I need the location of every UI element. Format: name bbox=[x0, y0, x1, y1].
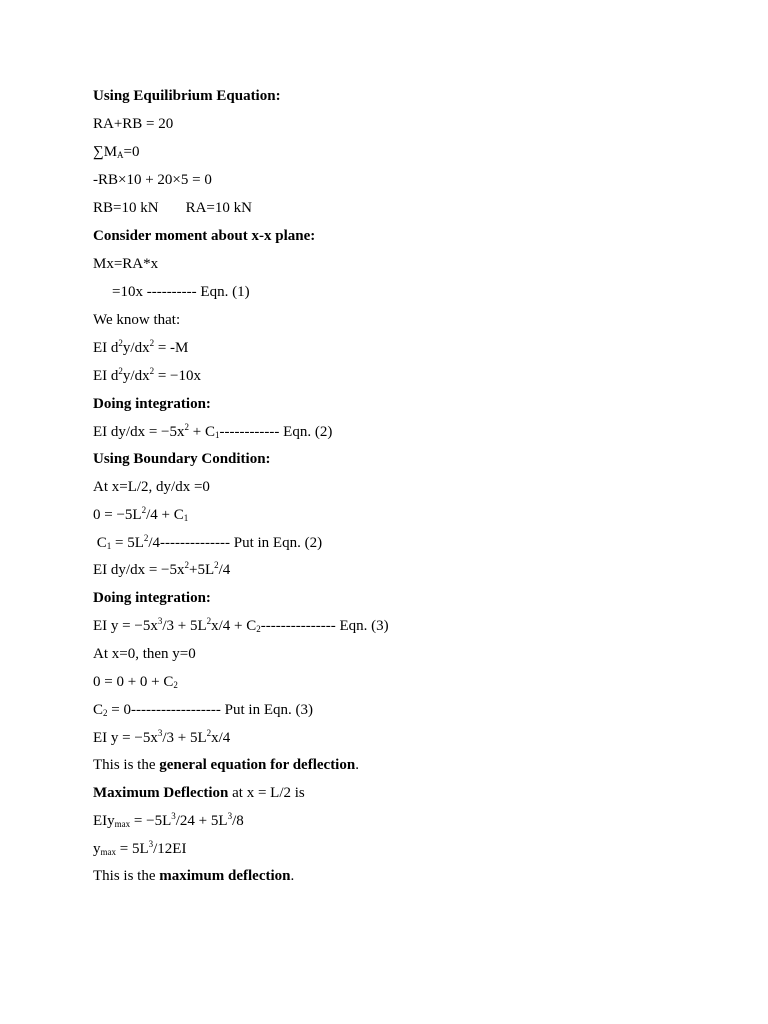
text-run: --------------- Eqn. (3) bbox=[260, 618, 389, 634]
text-we-know: We know that: bbox=[93, 312, 181, 328]
text-run: ------------ Eqn. (2) bbox=[219, 424, 333, 440]
text-run: This is the bbox=[93, 757, 160, 773]
text-run: EI d bbox=[93, 368, 119, 384]
equation-curvature-1 bbox=[93, 339, 188, 357]
subscript: 2 bbox=[173, 680, 178, 690]
equation-3 bbox=[93, 617, 389, 635]
heading-equilibrium: Using Equilibrium Equation: bbox=[93, 88, 281, 104]
text-run: /12EI bbox=[153, 841, 187, 857]
superscript: 3 bbox=[227, 811, 233, 821]
text-run: /3 + 5L bbox=[162, 618, 207, 634]
text-run: /3 + 5L bbox=[162, 730, 207, 746]
text-run: y/dx bbox=[122, 368, 150, 384]
heading-integration-2: Doing integration: bbox=[93, 590, 211, 606]
superscript: 3 bbox=[157, 728, 163, 738]
subscript: 1 bbox=[214, 430, 220, 440]
superscript: 2 bbox=[149, 338, 155, 348]
heading-boundary: Using Boundary Condition: bbox=[93, 451, 271, 467]
superscript: 2 bbox=[206, 728, 212, 738]
equation-deflection bbox=[93, 729, 230, 747]
text-run: y/dx bbox=[122, 340, 150, 356]
equation-1: =10x ---------- Eqn. (1) bbox=[112, 284, 250, 300]
equation-sum-forces: RA+RB = 20 bbox=[93, 116, 174, 132]
equation-bc-2 bbox=[93, 673, 178, 691]
text-boundary-condition: At x=L/2, dy/dx =0 bbox=[93, 479, 210, 495]
superscript: 3 bbox=[148, 839, 154, 849]
text-run: + C bbox=[189, 424, 215, 440]
text-run: ∑M bbox=[93, 144, 118, 160]
superscript: 2 bbox=[141, 505, 147, 515]
text-run: = 5L bbox=[116, 841, 149, 857]
text-run: EIy bbox=[93, 813, 115, 829]
text-maximum-deflection bbox=[93, 867, 294, 885]
superscript: 2 bbox=[206, 616, 212, 626]
equation-bc-substitution bbox=[93, 506, 188, 524]
equation-c1 bbox=[93, 534, 322, 552]
superscript: 2 bbox=[149, 366, 155, 376]
text-run: . bbox=[355, 757, 359, 773]
subscript: 2 bbox=[256, 624, 261, 634]
equation-slope bbox=[93, 561, 230, 579]
heading-moment: Consider moment about x-x plane: bbox=[93, 228, 316, 244]
text-run: /4 + C bbox=[146, 507, 184, 523]
equation-ymax bbox=[93, 840, 186, 858]
text-run: This is the bbox=[93, 868, 160, 884]
reaction-rb: RB=10 kN bbox=[93, 200, 159, 216]
text-run: EI y = −5x bbox=[93, 618, 158, 634]
equation-curvature-2 bbox=[93, 367, 201, 385]
text-run: EI dy/dx = −5x bbox=[93, 562, 185, 578]
text-run: = 5L bbox=[111, 535, 144, 551]
text-run: +5L bbox=[189, 562, 215, 578]
superscript: 2 bbox=[214, 560, 219, 570]
subscript: 2 bbox=[103, 708, 108, 718]
subscript: max bbox=[100, 847, 116, 857]
emphasis: general equation for deflection bbox=[159, 757, 356, 773]
superscript: 2 bbox=[184, 560, 189, 570]
text-run: =0 bbox=[123, 144, 140, 160]
text-run: at x = L/2 is bbox=[228, 785, 305, 801]
superscript: 2 bbox=[143, 533, 149, 543]
superscript: 2 bbox=[184, 422, 189, 432]
text-run: EI dy/dx = −5x bbox=[93, 424, 185, 440]
text-run: 0 = 0 + 0 + C bbox=[93, 674, 174, 690]
text-run: /8 bbox=[232, 813, 244, 829]
text-run: x/4 + C bbox=[211, 618, 257, 634]
text-run: . bbox=[290, 868, 295, 884]
equation-mx: Mx=RA*x bbox=[93, 256, 159, 272]
text-max-deflection bbox=[93, 784, 305, 802]
equation-2 bbox=[93, 423, 332, 441]
subscript: max bbox=[114, 819, 131, 829]
equation-c2 bbox=[93, 701, 313, 719]
text-run: = −10x bbox=[154, 368, 202, 384]
superscript: 3 bbox=[157, 616, 163, 626]
equation-reactions bbox=[93, 199, 252, 217]
text-run: EI y = −5x bbox=[93, 730, 158, 746]
subscript: A bbox=[117, 150, 124, 160]
text-run: C bbox=[93, 535, 107, 551]
text-run: x/4 bbox=[211, 730, 231, 746]
equation-eiymax bbox=[93, 812, 244, 830]
text-at-x0: At x=0, then y=0 bbox=[93, 646, 196, 662]
superscript: 3 bbox=[171, 811, 176, 821]
emphasis: maximum deflection bbox=[159, 868, 291, 884]
text-run: = −5L bbox=[130, 813, 172, 829]
equation-moment-a bbox=[93, 143, 140, 161]
text-run: EI d bbox=[93, 340, 119, 356]
text-run: C bbox=[93, 702, 104, 718]
text-run: 0 = −5L bbox=[93, 507, 142, 523]
text-general-equation bbox=[93, 756, 359, 774]
reaction-ra: RA=10 kN bbox=[185, 200, 252, 216]
heading-integration-1: Doing integration: bbox=[93, 396, 211, 412]
text-run: /4 bbox=[218, 562, 231, 578]
superscript: 2 bbox=[118, 366, 123, 376]
subscript: 1 bbox=[106, 541, 112, 551]
text-run: /24 + 5L bbox=[175, 813, 228, 829]
text-run: y bbox=[93, 841, 101, 857]
text-run: /4-------------- Put in Eqn. (2) bbox=[148, 535, 323, 551]
subscript: 1 bbox=[183, 513, 189, 523]
emphasis: Maximum Deflection bbox=[93, 785, 229, 801]
text-run: = 0------------------ Put in Eqn. (3) bbox=[107, 702, 313, 718]
equation-moment-expand: -RB×10 + 20×5 = 0 bbox=[93, 172, 212, 188]
superscript: 2 bbox=[118, 338, 123, 348]
text-run: = -M bbox=[154, 340, 189, 356]
